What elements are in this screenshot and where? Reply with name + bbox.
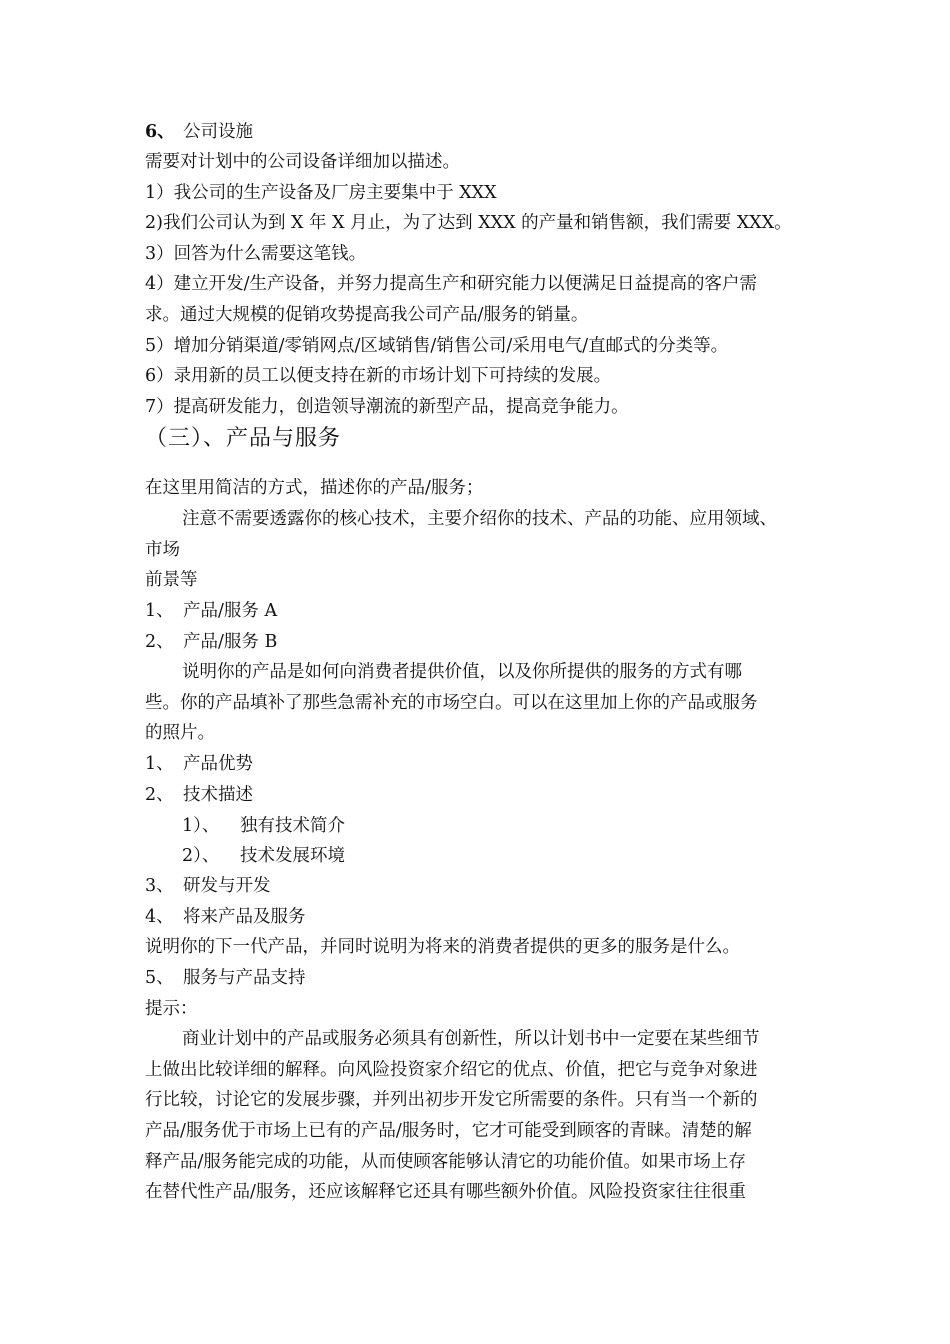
tip-line-5: 释产品/服务能完成的功能，从而使顾客能够认清它的功能价值。如果市场上存 bbox=[145, 1152, 746, 1172]
tip-line-4: 产品/服务优于市场上已有的产品/服务时，它才可能受到顾客的青睐。清楚的解 bbox=[145, 1121, 752, 1141]
section-6-item-7: 7）提高研发能力，创造领导潮流的新型产品，提高竞争能力。 bbox=[145, 397, 629, 417]
list-item-label: 技术描述 bbox=[183, 785, 253, 805]
list-item-label: 研发与开发 bbox=[183, 876, 271, 896]
sublist-item-label: 技术发展环境 bbox=[240, 846, 345, 866]
section-6-item-6: 6）录用新的员工以便支持在新的市场计划下可持续的发展。 bbox=[145, 366, 612, 386]
section-6-item-5: 5）增加分销渠道/零销网点/区域销售/销售公司/采用电气/直邮式的分类等。 bbox=[145, 336, 729, 356]
tip-label: 提示： bbox=[145, 999, 198, 1019]
section-3-paragraph-3-line-1: 说明你的产品是如何向消费者提供价值，以及你所提供的服务的方式有哪 bbox=[182, 662, 742, 682]
product-a-label: 产品/服务 A bbox=[183, 601, 278, 621]
section-3-paragraph-4: 说明你的下一代产品，并同时说明为将来的消费者提供的更多的服务是什么。 bbox=[145, 937, 740, 957]
list-item-number: 4、 bbox=[145, 907, 174, 927]
section-3-heading: （三）、产品与服务 bbox=[145, 426, 342, 451]
list-item-tech-description bbox=[145, 783, 815, 807]
list-item-label: 产品优势 bbox=[183, 754, 253, 774]
list-item-label: 服务与产品支持 bbox=[183, 968, 306, 988]
list-item-number: 2、 bbox=[145, 785, 174, 805]
section-3-paragraph-1: 在这里用简洁的方式，描述你的产品/服务； bbox=[145, 478, 484, 498]
list-item-product-advantage bbox=[145, 752, 815, 776]
tip-line-1: 商业计划中的产品或服务必须具有创新性，所以计划书中一定要在某些细节 bbox=[182, 1029, 760, 1049]
list-item-number: 3、 bbox=[145, 876, 174, 896]
section-6-intro: 需要对计划中的公司设备详细加以描述。 bbox=[145, 152, 460, 172]
list-item-rnd bbox=[145, 874, 815, 898]
section-3-paragraph-2-line-2: 市场 bbox=[145, 540, 180, 560]
section-3-paragraph-2-line-1: 注意不需要透露你的核心技术，主要介绍你的技术、产品的功能、应用领域、 bbox=[182, 509, 777, 529]
list-item-number: 5、 bbox=[145, 968, 174, 988]
sublist-item-label: 独有技术简介 bbox=[240, 816, 345, 836]
section-6-title: 公司设施 bbox=[183, 122, 253, 142]
product-a-item bbox=[145, 599, 815, 623]
sublist-item-unique-tech bbox=[182, 814, 815, 838]
list-item-label: 将来产品及服务 bbox=[183, 907, 306, 927]
section-6-item-4-line-1: 4）建立开发/生产设备，并努力提高生产和研究能力以便满足日益提高的客户需 bbox=[145, 274, 758, 294]
tip-line-2: 上做出比较详细的解释。向风险投资家介绍它的优点、价值，把它与竞争对象进 bbox=[145, 1060, 758, 1080]
tip-line-6: 在替代性产品/服务，还应该解释它还具有哪些额外价值。风险投资家往往很重 bbox=[145, 1182, 746, 1202]
sublist-item-tech-environment bbox=[182, 844, 815, 868]
tip-line-3: 行比较，讨论它的发展步骤，并列出初步开发它所需要的条件。只有当一个新的 bbox=[145, 1090, 758, 1110]
section-6-number: 6、 bbox=[145, 122, 175, 142]
product-b-item bbox=[145, 630, 815, 654]
section-6-heading bbox=[145, 120, 815, 144]
section-3-paragraph-3-line-2: 些。你的产品填补了那些急需补充的市场空白。可以在这里加上你的产品或服务 bbox=[145, 693, 758, 713]
product-b-label: 产品/服务 B bbox=[183, 632, 278, 652]
section-3-paragraph-3-line-3: 的照片。 bbox=[145, 723, 215, 743]
section-6-item-3: 3）回答为什么需要这笔钱。 bbox=[145, 244, 367, 264]
section-6-item-2: 2)我们公司认为到 X 年 X 月止，为了达到 XXX 的产量和销售额，我们需要 XXX。 bbox=[145, 213, 792, 233]
section-3-paragraph-2-line-3: 前景等 bbox=[145, 570, 198, 590]
section-6-item-4-line-2: 求。通过大规模的促销攻势提高我公司产品/服务的销量。 bbox=[145, 305, 589, 325]
sublist-item-number: 2）、 bbox=[182, 846, 220, 866]
product-a-number: 1、 bbox=[145, 601, 174, 621]
list-item-service-support bbox=[145, 966, 815, 990]
list-item-number: 1、 bbox=[145, 754, 174, 774]
product-b-number: 2、 bbox=[145, 632, 174, 652]
section-6-item-1: 1）我公司的生产设备及厂房主要集中于 XXX bbox=[145, 183, 497, 203]
sublist-item-number: 1）、 bbox=[182, 816, 220, 836]
list-item-future-products bbox=[145, 905, 815, 929]
